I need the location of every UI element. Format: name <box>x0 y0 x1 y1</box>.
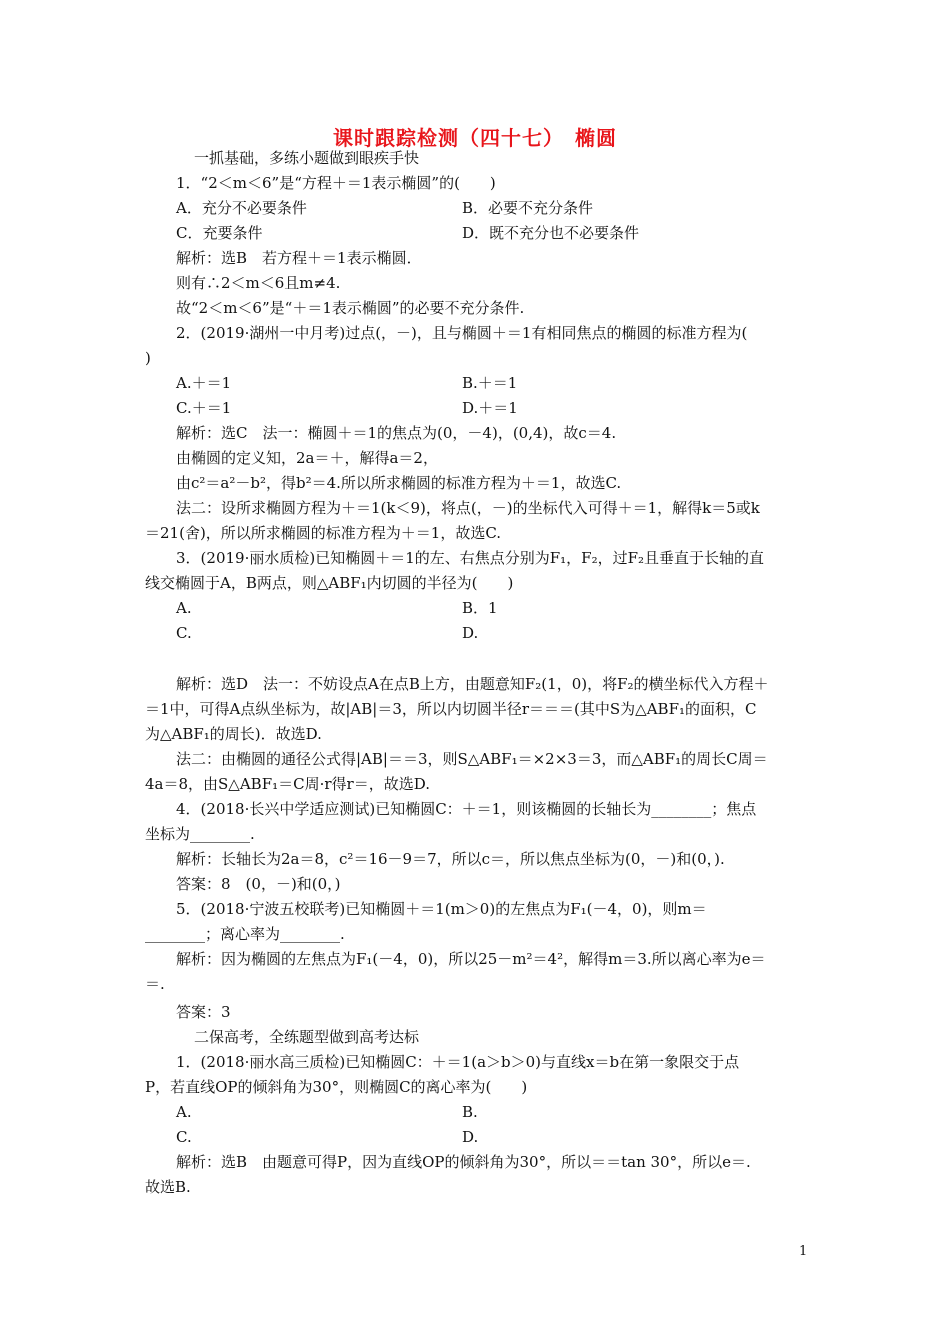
text-line: ＝21(舍)，所以所求椭圆的标准方程为＋＝1，故选C. <box>145 524 502 542</box>
text-line: D. <box>462 1128 479 1146</box>
page-title: 课时跟踪检测（四十七） 椭圆 <box>333 126 617 150</box>
text-line: 线交椭圆于A，B两点，则△ABF₁内切圆的半径为( ) <box>145 574 514 592</box>
text-line: 法二：由椭圆的通径公式得|AB|＝＝3，则S△ABF₁＝×2×3＝3，而△ABF₁的周长C周＝ <box>176 750 768 768</box>
text-line: 为△ABF₁的周长)．故选D. <box>145 725 322 743</box>
text-line: 5．(2018·宁波五校联考)已知椭圆＋＝1(m＞0)的左焦点为F₁(－4，0)，则m＝ <box>176 900 707 918</box>
text-line: 解析：选C 法一：椭圆＋＝1的焦点为(0，－4)，(0,4)，故c＝4. <box>176 424 617 442</box>
text-line: 4a＝8，由S△ABF₁＝C周·r得r＝，故选D. <box>145 775 430 793</box>
text-line: 1．“2＜m＜6”是“方程＋＝1表示椭圆”的( ) <box>176 174 496 192</box>
text-line: B.＋＝1 <box>462 374 518 392</box>
text-line: 解析：选B 若方程＋＝1表示椭圆． <box>176 249 422 267</box>
text-line: D. <box>462 624 479 642</box>
text-line: ) <box>145 349 151 367</box>
text-line: 二保高考，全练题型做到高考达标 <box>194 1028 420 1046</box>
text-line: 解析：长轴长为2a＝8，c²＝16－9＝7，所以c＝，所以焦点坐标为(0，－)和(0，). <box>176 850 725 868</box>
text-line: 故“2＜m＜6”是“＋＝1表示椭圆”的必要不充分条件. <box>176 299 525 317</box>
text-line: 由椭圆的定义知，2a＝＋，解得a＝2， <box>176 449 438 467</box>
text-line: 一抓基础，多练小题做到眼疾手快 <box>194 149 420 167</box>
text-line: A. <box>176 1103 192 1121</box>
text-line: 3．(2019·丽水质检)已知椭圆＋＝1的左、右焦点分别为F₁，F₂，过F₂且垂直于长轴的直 <box>176 549 764 567</box>
page-number: 1 <box>799 1244 808 1259</box>
text-line: 法二：设所求椭圆方程为＋＝1(k＜9)，将点(，－)的坐标代入可得＋＝1，解得k＝5或k <box>176 499 760 517</box>
text-line: 由c²＝a²－b²，得b²＝4.所以所求椭圆的标准方程为＋＝1，故选C. <box>176 474 622 492</box>
text-line: B. <box>462 1103 478 1121</box>
text-line: 解析：因为椭圆的左焦点为F₁(－4，0)，所以25－m²＝4²，解得m＝3.所以离心率为e＝ <box>176 950 766 968</box>
text-line: 解析：选D 法一：不妨设点A在点B上方，由题意知F₂(1，0)，将F₂的横坐标代入方程＋ <box>176 675 769 693</box>
text-line: ＝. <box>145 975 165 993</box>
text-line: P，若直线OP的倾斜角为30°，则椭圆C的离心率为( ) <box>145 1078 528 1096</box>
text-line: C.＋＝1 <box>176 399 232 417</box>
text-line: B．1 <box>462 599 498 617</box>
text-line: 4．(2018·长兴中学适应测试)已知椭圆C：＋＝1，则该椭圆的长轴长为________；焦点 <box>176 800 757 818</box>
text-line: 1．(2018·丽水高三质检)已知椭圆C：＋＝1(a＞b＞0)与直线x＝b在第一象限交于点 <box>176 1053 740 1071</box>
text-line: B．必要不充分条件 <box>462 199 594 217</box>
text-line: 则有∴2＜m＜6且m≠4. <box>176 274 341 292</box>
text-line: A.＋＝1 <box>176 374 232 392</box>
text-line: A. <box>176 599 192 617</box>
text-line: 答案：3 <box>176 1003 231 1021</box>
text-line: ＝1中，可得A点纵坐标为，故|AB|＝3，所以内切圆半径r＝＝＝(其中S为△ABF₁的面积，C <box>145 700 757 718</box>
text-line: 2．(2019·湖州一中月考)过点(，－)，且与椭圆＋＝1有相同焦点的椭圆的标准方程为( <box>176 324 748 342</box>
text-line: C．充要条件 <box>176 224 263 242</box>
text-line: D．既不充分也不必要条件 <box>462 224 640 242</box>
text-line: C. <box>176 1128 192 1146</box>
text-line: D.＋＝1 <box>462 399 518 417</box>
text-line: C. <box>176 624 192 642</box>
text-line: 坐标为________. <box>145 825 255 843</box>
text-line: 答案：8 (0，－)和(0，) <box>176 875 341 893</box>
text-line: ________；离心率为________. <box>145 925 345 943</box>
text-line: 解析：选B 由题意可得P，因为直线OP的倾斜角为30°，所以＝＝tan 30°，所以e＝. <box>176 1153 751 1171</box>
text-line: 故选B. <box>145 1178 191 1196</box>
text-line: A．充分不必要条件 <box>176 199 307 217</box>
